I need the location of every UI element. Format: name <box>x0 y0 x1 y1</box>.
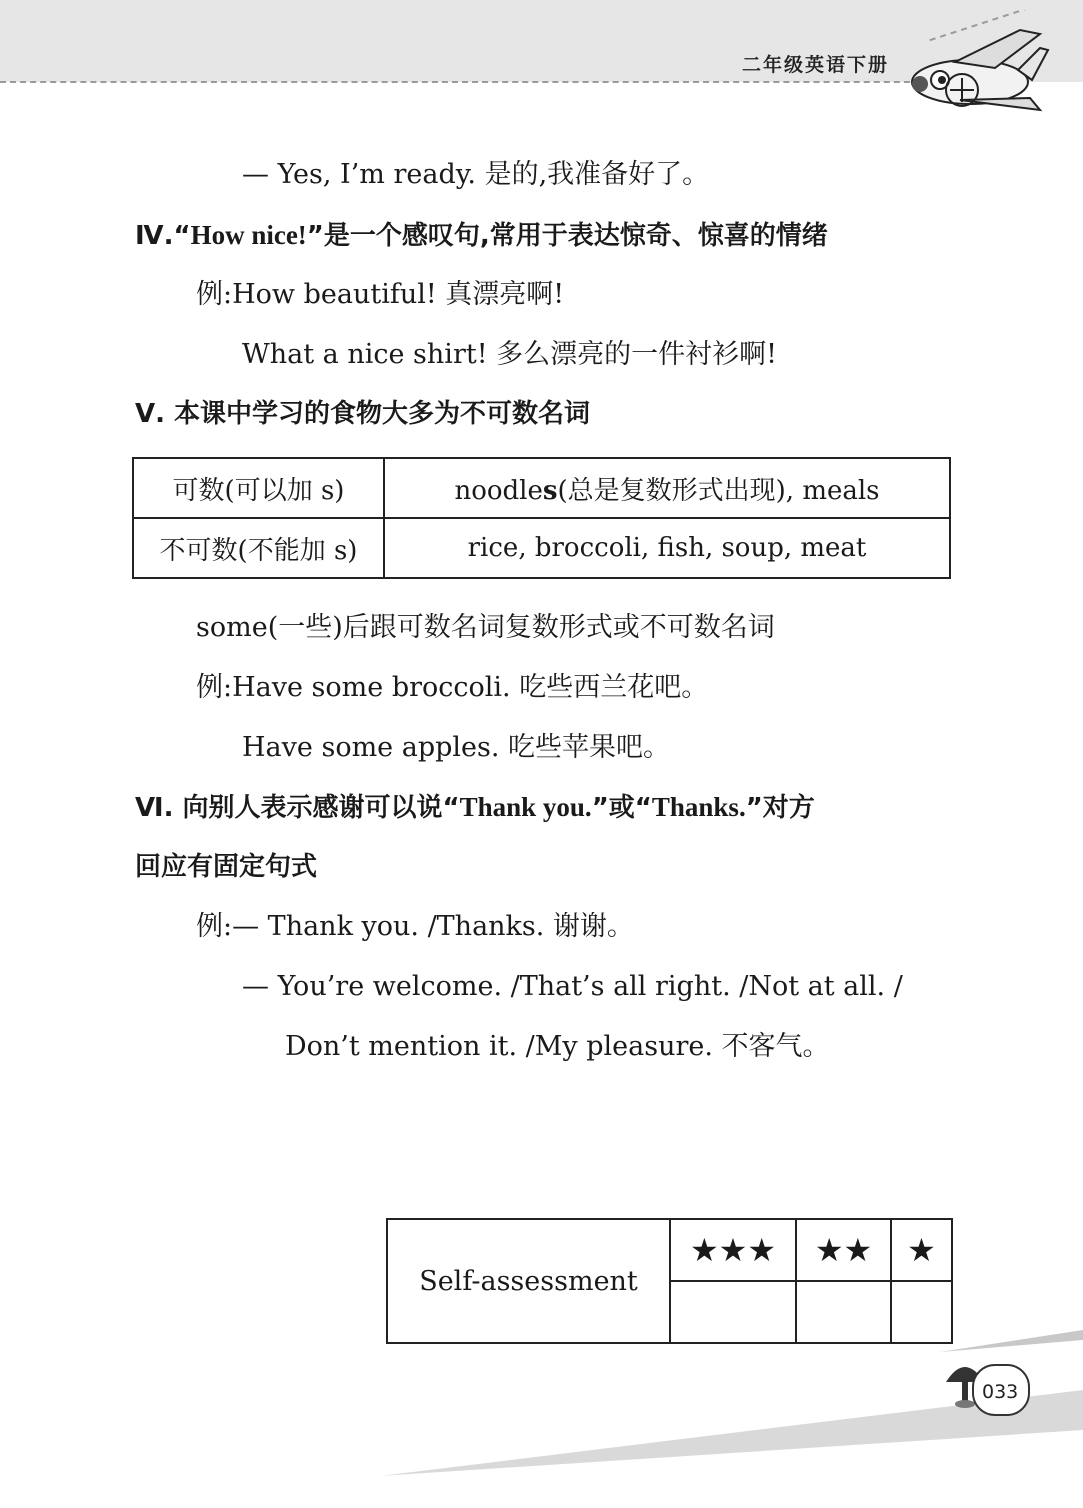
section-vi-phrase: Thanks. <box>651 792 746 822</box>
three-star-icon: ★★★ <box>670 1219 796 1281</box>
one-star-icon: ★ <box>891 1219 952 1281</box>
section-iv-text: ”是一个感叹句,常用于表达惊奇、惊喜的情绪 <box>306 221 828 251</box>
section-vi-heading-cont: 回应有固定句式 <box>135 852 318 882</box>
section-v-heading <box>135 397 590 431</box>
grammar-note: some(一些)后跟可数名词复数形式或不可数名词 <box>196 612 775 643</box>
countable-food-table <box>132 457 951 579</box>
book-title: 二年级英语下册 <box>742 54 890 76</box>
footer-band <box>0 1330 1083 1508</box>
table-cell-label: 不可数(不能加 s) <box>133 518 384 578</box>
section-vi-text: . 向别人表示感谢可以说“ <box>163 793 460 823</box>
example-line: 例:How beautiful! 真漂亮啊! <box>196 279 565 310</box>
section-iv-quote: “ <box>173 221 191 251</box>
section-vi-text: ”对方 <box>745 793 815 823</box>
section-iv-number: Ⅳ <box>135 221 164 251</box>
example-line: 例:Have some broccoli. 吃些西兰花吧。 <box>196 672 709 703</box>
section-iv-phrase: How nice! <box>190 220 307 250</box>
section-v-text: . 本课中学习的食物大多为不可数名词 <box>155 399 591 429</box>
dialogue-line: — Yes, I’m ready. 是的,我准备好了。 <box>242 159 710 190</box>
page-number: 033 <box>982 1381 1019 1403</box>
section-iv-dot: . <box>163 221 174 251</box>
section-vi-phrase: Thank you. <box>459 792 592 822</box>
self-assessment-table <box>386 1218 953 1344</box>
example-line: — You’re welcome. /That’s all right. /Not at all. / <box>242 971 903 1002</box>
section-iv-heading <box>135 218 828 253</box>
table-cell-value: noodles(总是复数形式出现), meals <box>384 458 950 518</box>
section-v-number: Ⅴ <box>135 399 156 429</box>
table-row <box>133 458 950 518</box>
table-row <box>133 518 950 578</box>
section-vi-text: ”或“ <box>591 793 652 823</box>
example-line: Have some apples. 吃些苹果吧。 <box>242 732 671 763</box>
section-vi-number: Ⅵ <box>135 793 164 823</box>
two-star-icon: ★★ <box>796 1219 891 1281</box>
section-vi-heading <box>135 790 815 825</box>
example-line: 例:— Thank you. /Thanks. 谢谢。 <box>196 911 634 942</box>
table-cell-label: 可数(可以加 s) <box>133 458 384 518</box>
table-cell-value: rice, broccoli, fish, soup, meat <box>384 518 950 578</box>
self-assessment-label: Self-assessment <box>387 1219 670 1343</box>
header-divider <box>0 81 930 83</box>
example-line: Don’t mention it. /My pleasure. 不客气。 <box>285 1031 830 1062</box>
example-line: What a nice shirt! 多么漂亮的一件衬衫啊! <box>242 339 777 370</box>
airplane-icon <box>900 10 1083 120</box>
